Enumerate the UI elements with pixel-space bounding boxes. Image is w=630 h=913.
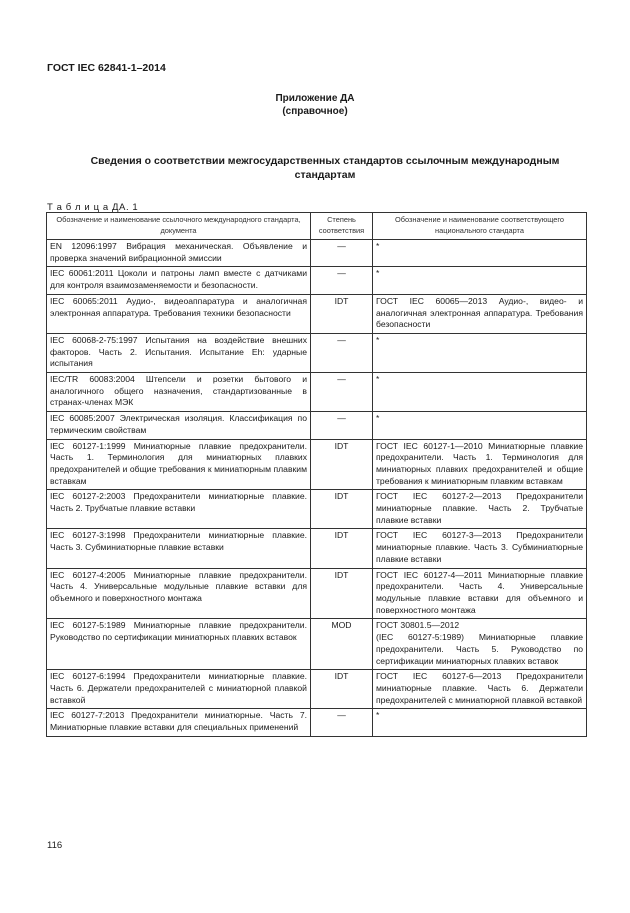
cell-national-standard: * xyxy=(373,709,587,736)
table-row xyxy=(47,619,587,670)
cell-national-standard: * xyxy=(373,267,587,294)
table-row xyxy=(47,709,587,736)
cell-degree: — xyxy=(311,240,373,267)
annex-title: Приложение ДА xyxy=(275,93,355,104)
column-header-degree: Степень соответствия xyxy=(311,213,373,240)
cell-degree: — xyxy=(311,333,373,372)
cell-reference-standard: IEC 60127-3:1998 Предохранители миниатюрные плавкие. Часть 3. Субминиатюрные плавкие вставки xyxy=(47,529,311,568)
cell-reference-standard: IEC 60127-6:1994 Предохранители миниатюрные плавкие. Часть 6. Держатели предохранителей с миниатюрной плавкой вставкой xyxy=(47,670,311,709)
table-row xyxy=(47,439,587,490)
cell-national-standard: * xyxy=(373,412,587,439)
cell-reference-standard: IEC 60061:2011 Цоколи и патроны ламп вместе с датчиками для контроля взаимозаменяемости и безопасности. xyxy=(47,267,311,294)
table-row xyxy=(47,670,587,709)
table-row xyxy=(47,267,587,294)
cell-degree: IDT xyxy=(311,670,373,709)
table-row xyxy=(47,240,587,267)
cell-degree: — xyxy=(311,373,373,412)
table-row xyxy=(47,333,587,372)
cell-reference-standard: IEC 60085:2007 Электрическая изоляция. Классификация по термическим свойствам xyxy=(47,412,311,439)
cell-reference-standard: IEC 60127-7:2013 Предохранители миниатюрные. Часть 7. Миниатюрные плавкие вставки для специальных применений xyxy=(47,709,311,736)
table-row xyxy=(47,412,587,439)
cell-degree: — xyxy=(311,709,373,736)
page-number: 116 xyxy=(47,840,63,851)
cell-degree: MOD xyxy=(311,619,373,670)
column-header-national: Обозначение и наименование соответствующего национального стандарта xyxy=(373,213,587,240)
cell-degree: IDT xyxy=(311,490,373,529)
cell-reference-standard: IEC 60127-2:2003 Предохранители миниатюрные плавкие. Часть 2. Трубчатые плавкие вставки xyxy=(47,490,311,529)
cell-national-standard: ГОСТ 30801.5—2012 (IEC 60127-5:1989) Миниатюрные плавкие предохранители. Часть 5. Руководство по сертификации миниатюрных плавких вставок xyxy=(373,619,587,670)
cell-national-standard: * xyxy=(373,333,587,372)
cell-national-standard: ГОСТ IEC 60127-1—2010 Миниатюрные плавкие предохранители. Часть 1. Терминология для миниатюрных плавких предохранителей и общие требования к миниатюрным плавким вставкам xyxy=(373,439,587,490)
table-row xyxy=(47,294,587,333)
cell-degree: IDT xyxy=(311,568,373,619)
annex-subtitle: (справочное) xyxy=(282,106,348,117)
table-row xyxy=(47,529,587,568)
cell-national-standard: ГОСТ IEC 60127-4—2011 Миниатюрные плавкие предохранители. Часть 4. Универсальные модульные плавкие вставки для объемного и поверхностного монтажа xyxy=(373,568,587,619)
cell-national-standard: ГОСТ IEC 60127-2—2013 Предохранители миниатюрные плавкие. Часть 2. Трубчатые плавкие вставки xyxy=(373,490,587,529)
cell-reference-standard: EN 12096:1997 Вибрация механическая. Объявление и проверка значений вибрационной эмиссии xyxy=(47,240,311,267)
table-row xyxy=(47,490,587,529)
annex-heading xyxy=(0,92,630,118)
cell-degree: IDT xyxy=(311,439,373,490)
table-body xyxy=(47,240,587,737)
cell-national-standard: ГОСТ IEC 60065—2013 Аудио-, видео- и аналогичная электронная аппаратура. Требования безопасности xyxy=(373,294,587,333)
cell-reference-standard: IEC 60127-5:1989 Миниатюрные плавкие предохранители. Руководство по сертификации миниатюрных плавких вставок xyxy=(47,619,311,670)
section-title: Сведения о соответствии межгосударственных стандартов ссылочным международным стандартам xyxy=(90,155,560,181)
cell-degree: — xyxy=(311,267,373,294)
cell-reference-standard: IEC 60127-1:1999 Миниатюрные плавкие предохранители. Часть 1. Терминология для миниатюрных плавких предохранителей и общие требования к миниатюрным плавким вставкам xyxy=(47,439,311,490)
cell-reference-standard: IEC 60127-4:2005 Миниатюрные плавкие предохранители. Часть 4. Универсальные модульные плавкие вставки для объемного и поверхностного монтажа xyxy=(47,568,311,619)
cell-reference-standard: IEC/TR 60083:2004 Штепсели и розетки бытового и аналогичного общего назначения, стандартизованные в странах-членах МЭК xyxy=(47,373,311,412)
cell-reference-standard: IEC 60068-2-75:1997 Испытания на воздействие внешних факторов. Часть 2. Испытания. Испытание Eh: ударные испытания xyxy=(47,333,311,372)
table-row xyxy=(47,568,587,619)
table-label: Т а б л и ц а ДА. 1 xyxy=(47,202,139,213)
document-code: ГОСТ IEC 62841-1–2014 xyxy=(47,62,166,74)
cell-national-standard: ГОСТ IEC 60127-6—2013 Предохранители миниатюрные плавкие. Часть 6. Держатели предохранителей с миниатюрной плавкой вставкой xyxy=(373,670,587,709)
cell-reference-standard: IEC 60065:2011 Аудио-, видеоаппаратура и аналогичная электронная аппаратура. Требования техники безопасности xyxy=(47,294,311,333)
table-header-row xyxy=(47,213,587,240)
cell-degree: IDT xyxy=(311,529,373,568)
cell-degree: — xyxy=(311,412,373,439)
correspondence-table xyxy=(46,212,587,737)
cell-degree: IDT xyxy=(311,294,373,333)
cell-national-standard: ГОСТ IEC 60127-3—2013 Предохранители миниатюрные плавкие. Часть 3. Субминиатюрные плавкие вставки xyxy=(373,529,587,568)
cell-national-standard: * xyxy=(373,240,587,267)
column-header-reference: Обозначение и наименование ссылочного международного стандарта, документа xyxy=(47,213,311,240)
cell-national-standard: * xyxy=(373,373,587,412)
table-row xyxy=(47,373,587,412)
